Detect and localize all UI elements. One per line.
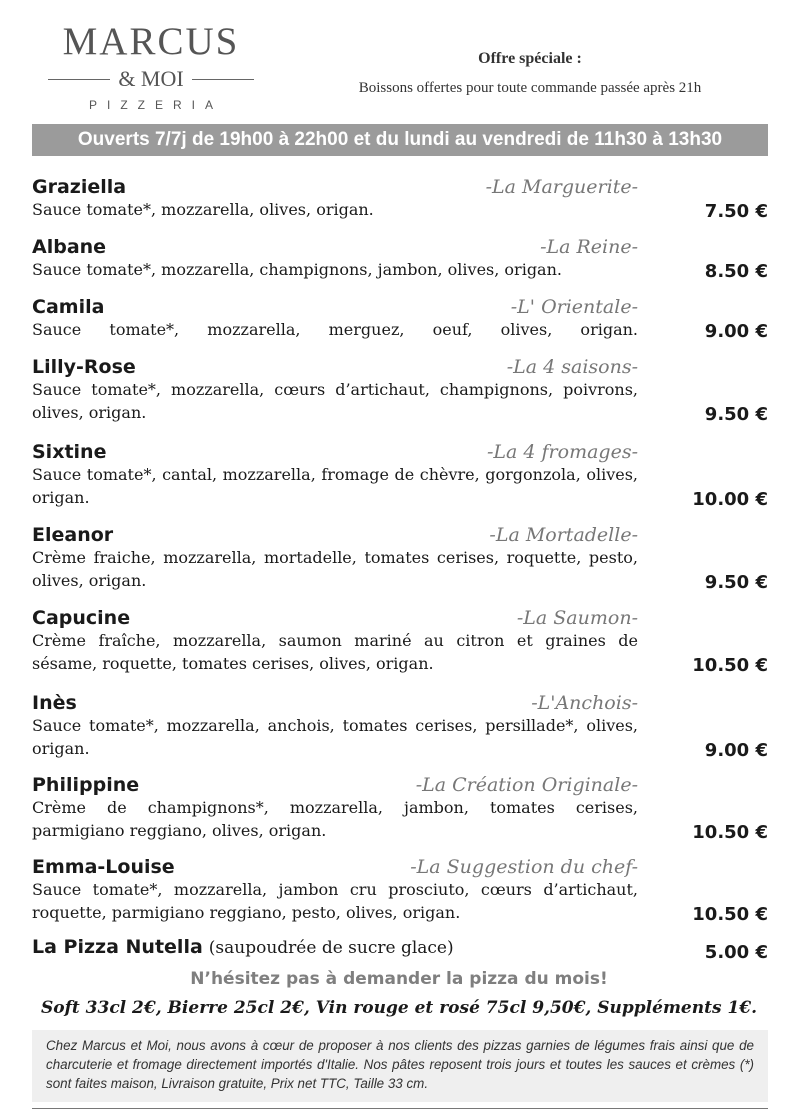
offer-title: Offre spéciale : [478, 50, 582, 67]
pizza-of-the-month-note: N’hésitez pas à demander la pizza du mois! [190, 969, 608, 989]
pizza-subtitle: -La 4 saisons- [506, 356, 638, 378]
pizza-name: Albane [32, 236, 107, 258]
pizza-price: 8.50 € [704, 261, 768, 282]
pizza-price: 9.50 € [704, 572, 768, 593]
pizza-description: Sauce tomate*, cantal, mozzarella, fromage de chèvre, gorgonzola, olives, origan. [32, 465, 638, 507]
pizza-description: Sauce tomate*, mozzarella, merguez, oeuf, olives, origan. [32, 320, 638, 339]
footer-note: Chez Marcus et Moi, nous avons à cœur de proposer à nos clients des pizzas garnies de légumes frais ainsi que de charcuterie et fromage directement importés d'Italie. Nos pâtes reposent trois jours et toutes les sauces et crèmes (*) sont faites maison, Livraison gratuite, Prix net TTC, Taille 33 cm. [32, 1030, 768, 1102]
pizza-name: Camila [32, 296, 105, 318]
pizza-subtitle: -La Création Originale- [415, 774, 638, 796]
pizza-price: 10.50 € [692, 822, 768, 843]
pizza-name: La Pizza Nutella [32, 936, 203, 958]
pizza-description: Crème de champignons*, mozzarella, jambon, tomates cerises, parmigiano reggiano, olives, origan. [32, 798, 638, 840]
pizza-description: Sauce tomate*, mozzarella, jambon cru prosciuto, cœurs d’artichaut, roquette, parmigiano reggiano, pesto, olives, origan. [32, 880, 638, 922]
logo-title: MARCUS [62, 20, 240, 63]
pizza-subtitle: -La Suggestion du chef- [410, 856, 638, 878]
pizza-name: Sixtine [32, 441, 107, 463]
drinks-line: Soft 33cl 2€, Bierre 25cl 2€, Vin rouge et rosé 75cl 9,50€, Suppléments 1€. [40, 998, 758, 1018]
pizza-description: Sauce tomate*, mozzarella, cœurs d’artichaut, champignons, poivrons, olives, origan. [32, 380, 638, 422]
pizza-price: 9.00 € [704, 321, 768, 342]
pizza-description: Sauce tomate*, mozzarella, olives, origan. [32, 200, 374, 219]
bottom-divider [32, 1108, 768, 1109]
pizza-subtitle: -L'Anchois- [531, 692, 638, 714]
pizza-subtitle: -La 4 fromages- [486, 441, 638, 463]
pizza-name: Eleanor [32, 524, 114, 546]
pizza-description: Crème fraiche, mozzarella, mortadelle, tomates cerises, roquette, pesto, olives, origan. [32, 548, 638, 590]
pizza-subtitle: -La Marguerite- [485, 176, 638, 198]
pizza-price: 10.00 € [692, 489, 768, 510]
pizza-name: Philippine [32, 774, 140, 796]
pizza-price: 10.50 € [692, 904, 768, 925]
menu-item-nutella [32, 936, 768, 963]
pizza-description: Sauce tomate*, mozzarella, anchois, tomates cerises, persillade*, olives, origan. [32, 716, 638, 758]
pizza-subtitle: -La Reine- [540, 236, 638, 258]
pizza-price: 7.50 € [704, 201, 768, 222]
logo-rule-left [48, 79, 110, 80]
pizza-price: 10.50 € [692, 655, 768, 676]
pizza-price: 9.50 € [704, 404, 768, 425]
logo-rule-right [192, 79, 254, 80]
pizza-subtitle: -L' Orientale- [510, 296, 638, 318]
logo-subtitle: & MOI [118, 66, 184, 91]
pizza-price: 9.00 € [704, 740, 768, 761]
offer-text: Boissons offertes pour toute commande passée après 21h [358, 80, 702, 96]
pizza-name: Graziella [32, 176, 127, 198]
pizza-name: Emma-Louise [32, 856, 175, 878]
pizza-name: Lilly-Rose [32, 356, 136, 378]
pizza-note: (saupoudrée de sucre glace) [208, 938, 454, 958]
pizza-description: Sauce tomate*, mozzarella, champignons, jambon, olives, origan. [32, 260, 562, 279]
pizza-name: Inès [32, 692, 77, 714]
pizza-price: 5.00 € [704, 942, 768, 963]
pizza-subtitle: -La Mortadelle- [489, 524, 638, 546]
logo [40, 22, 262, 112]
logo-subtitle-row [40, 66, 262, 92]
logo-tagline: PIZZERIA [88, 98, 223, 112]
opening-hours-banner: Ouverts 7/7j de 19h00 à 22h00 et du lundi au vendredi de 11h30 à 13h30 [32, 124, 768, 156]
pizza-description: Crème fraîche, mozzarella, saumon mariné au citron et graines de sésame, roquette, tomates cerises, olives, origan. [32, 631, 638, 673]
pizza-name: Capucine [32, 607, 131, 629]
pizza-subtitle: -La Saumon- [516, 607, 638, 629]
